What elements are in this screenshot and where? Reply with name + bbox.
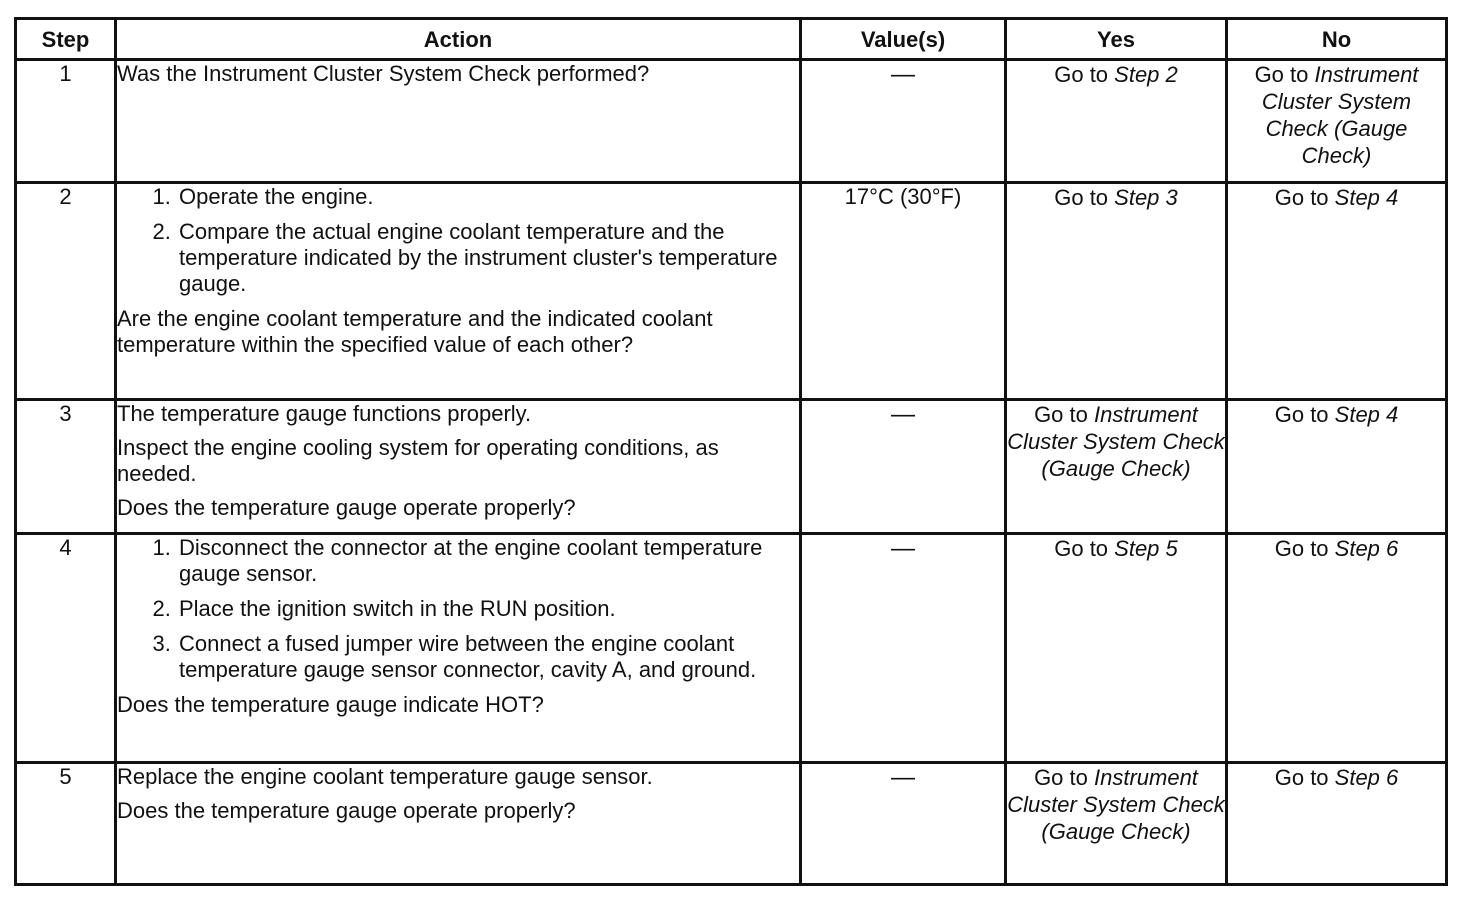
value-text: —: [891, 61, 915, 88]
value-cell: [801, 763, 1006, 885]
goto-target: Instrument Cluster System Check (Gauge Check): [1007, 765, 1225, 844]
header-yes: Yes: [1006, 19, 1227, 60]
action-steps: [117, 184, 799, 297]
step-number: 3: [16, 400, 116, 534]
no-cell: [1227, 400, 1447, 534]
step-number: 4: [16, 534, 116, 763]
step-number: 5: [16, 763, 116, 885]
table-row: [16, 763, 1447, 885]
value-text: —: [891, 764, 915, 791]
goto-prefix: Go to: [1054, 62, 1115, 87]
goto-target: Step 3: [1114, 185, 1178, 210]
goto-prefix: Go to: [1254, 62, 1315, 87]
yes-goto[interactable]: [1054, 62, 1178, 87]
goto-prefix: Go to: [1054, 536, 1115, 561]
goto-prefix: Go to: [1274, 536, 1335, 561]
goto-target: Step 5: [1114, 536, 1178, 561]
action-steps: [117, 535, 799, 683]
goto-target: Step 6: [1334, 536, 1399, 561]
goto-target: Step 6: [1334, 765, 1399, 790]
action-cell: [116, 60, 801, 183]
yes-cell: [1006, 534, 1227, 763]
value-cell: [801, 60, 1006, 183]
action-question: Are the engine coolant temperature and the indicated coolant temperature within the specified value of each other?: [117, 306, 713, 357]
action-paragraph: Inspect the engine cooling system for operating conditions, as needed.: [117, 435, 719, 486]
table-row: [16, 534, 1447, 763]
action-step-item: 2. Place the ignition switch in the RUN position.: [177, 596, 799, 622]
value-text: 17°C (30°F): [844, 184, 962, 209]
yes-cell: [1006, 763, 1227, 885]
value-text: —: [891, 401, 915, 428]
header-action: Action: [116, 19, 801, 60]
no-goto[interactable]: [1275, 536, 1399, 561]
goto-prefix: Go to: [1054, 185, 1115, 210]
value-cell: [801, 183, 1006, 400]
goto-target: Step 4: [1334, 402, 1399, 427]
value-cell: [801, 534, 1006, 763]
no-cell: [1227, 534, 1447, 763]
action-question: Does the temperature gauge operate properly?: [117, 495, 576, 520]
action-step-item: 3. Connect a fused jumper wire between the engine coolant temperature gauge sensor connector, cavity A, and ground.: [177, 631, 799, 683]
action-question: Does the temperature gauge operate properly?: [117, 798, 576, 823]
action-question: Does the temperature gauge indicate HOT?: [117, 692, 544, 717]
no-goto[interactable]: [1275, 185, 1399, 210]
action-paragraph: The temperature gauge functions properly.: [117, 401, 532, 426]
goto-target: Instrument Cluster System Check (Gauge Check): [1261, 62, 1419, 168]
goto-prefix: Go to: [1034, 402, 1094, 427]
header-no: No: [1227, 19, 1447, 60]
action-cell: [116, 400, 801, 534]
goto-target: Step 2: [1114, 62, 1178, 87]
action-question: Was the Instrument Cluster System Check performed?: [117, 61, 650, 86]
goto-prefix: Go to: [1274, 185, 1335, 210]
table-row: [16, 183, 1447, 400]
table-row: [16, 400, 1447, 534]
no-cell: [1227, 763, 1447, 885]
action-cell: [116, 183, 801, 400]
no-goto[interactable]: [1255, 62, 1419, 168]
no-goto[interactable]: [1275, 402, 1399, 427]
yes-cell: [1006, 60, 1227, 183]
action-step-item: 2. Compare the actual engine coolant temperature and the temperature indicated by the instrument cluster's temperature gauge.: [177, 219, 799, 297]
yes-goto[interactable]: [1054, 536, 1178, 561]
yes-goto[interactable]: [1007, 765, 1225, 844]
header-row: [16, 19, 1447, 60]
header-step: Step: [16, 19, 116, 60]
yes-cell: [1006, 183, 1227, 400]
table-row: [16, 60, 1447, 183]
value-cell: [801, 400, 1006, 534]
yes-goto[interactable]: [1007, 402, 1225, 481]
no-goto[interactable]: [1275, 765, 1399, 790]
action-cell: [116, 763, 801, 885]
no-cell: [1227, 183, 1447, 400]
action-step-item: 1. Operate the engine.: [177, 184, 799, 210]
yes-cell: [1006, 400, 1227, 534]
value-text: —: [891, 535, 915, 562]
goto-prefix: Go to: [1274, 765, 1335, 790]
diagnostic-table: [14, 17, 1448, 886]
goto-prefix: Go to: [1274, 402, 1335, 427]
goto-target: Instrument Cluster System Check (Gauge Check): [1007, 402, 1225, 481]
action-paragraph: Replace the engine coolant temperature gauge sensor.: [117, 764, 653, 789]
yes-goto[interactable]: [1054, 185, 1178, 210]
header-values: Value(s): [801, 19, 1006, 60]
step-number: 2: [16, 183, 116, 400]
goto-target: Step 4: [1334, 185, 1399, 210]
action-step-item: 1. Disconnect the connector at the engine coolant temperature gauge sensor.: [177, 535, 799, 587]
no-cell: [1227, 60, 1447, 183]
goto-prefix: Go to: [1034, 765, 1094, 790]
step-number: 1: [16, 60, 116, 183]
action-cell: [116, 534, 801, 763]
